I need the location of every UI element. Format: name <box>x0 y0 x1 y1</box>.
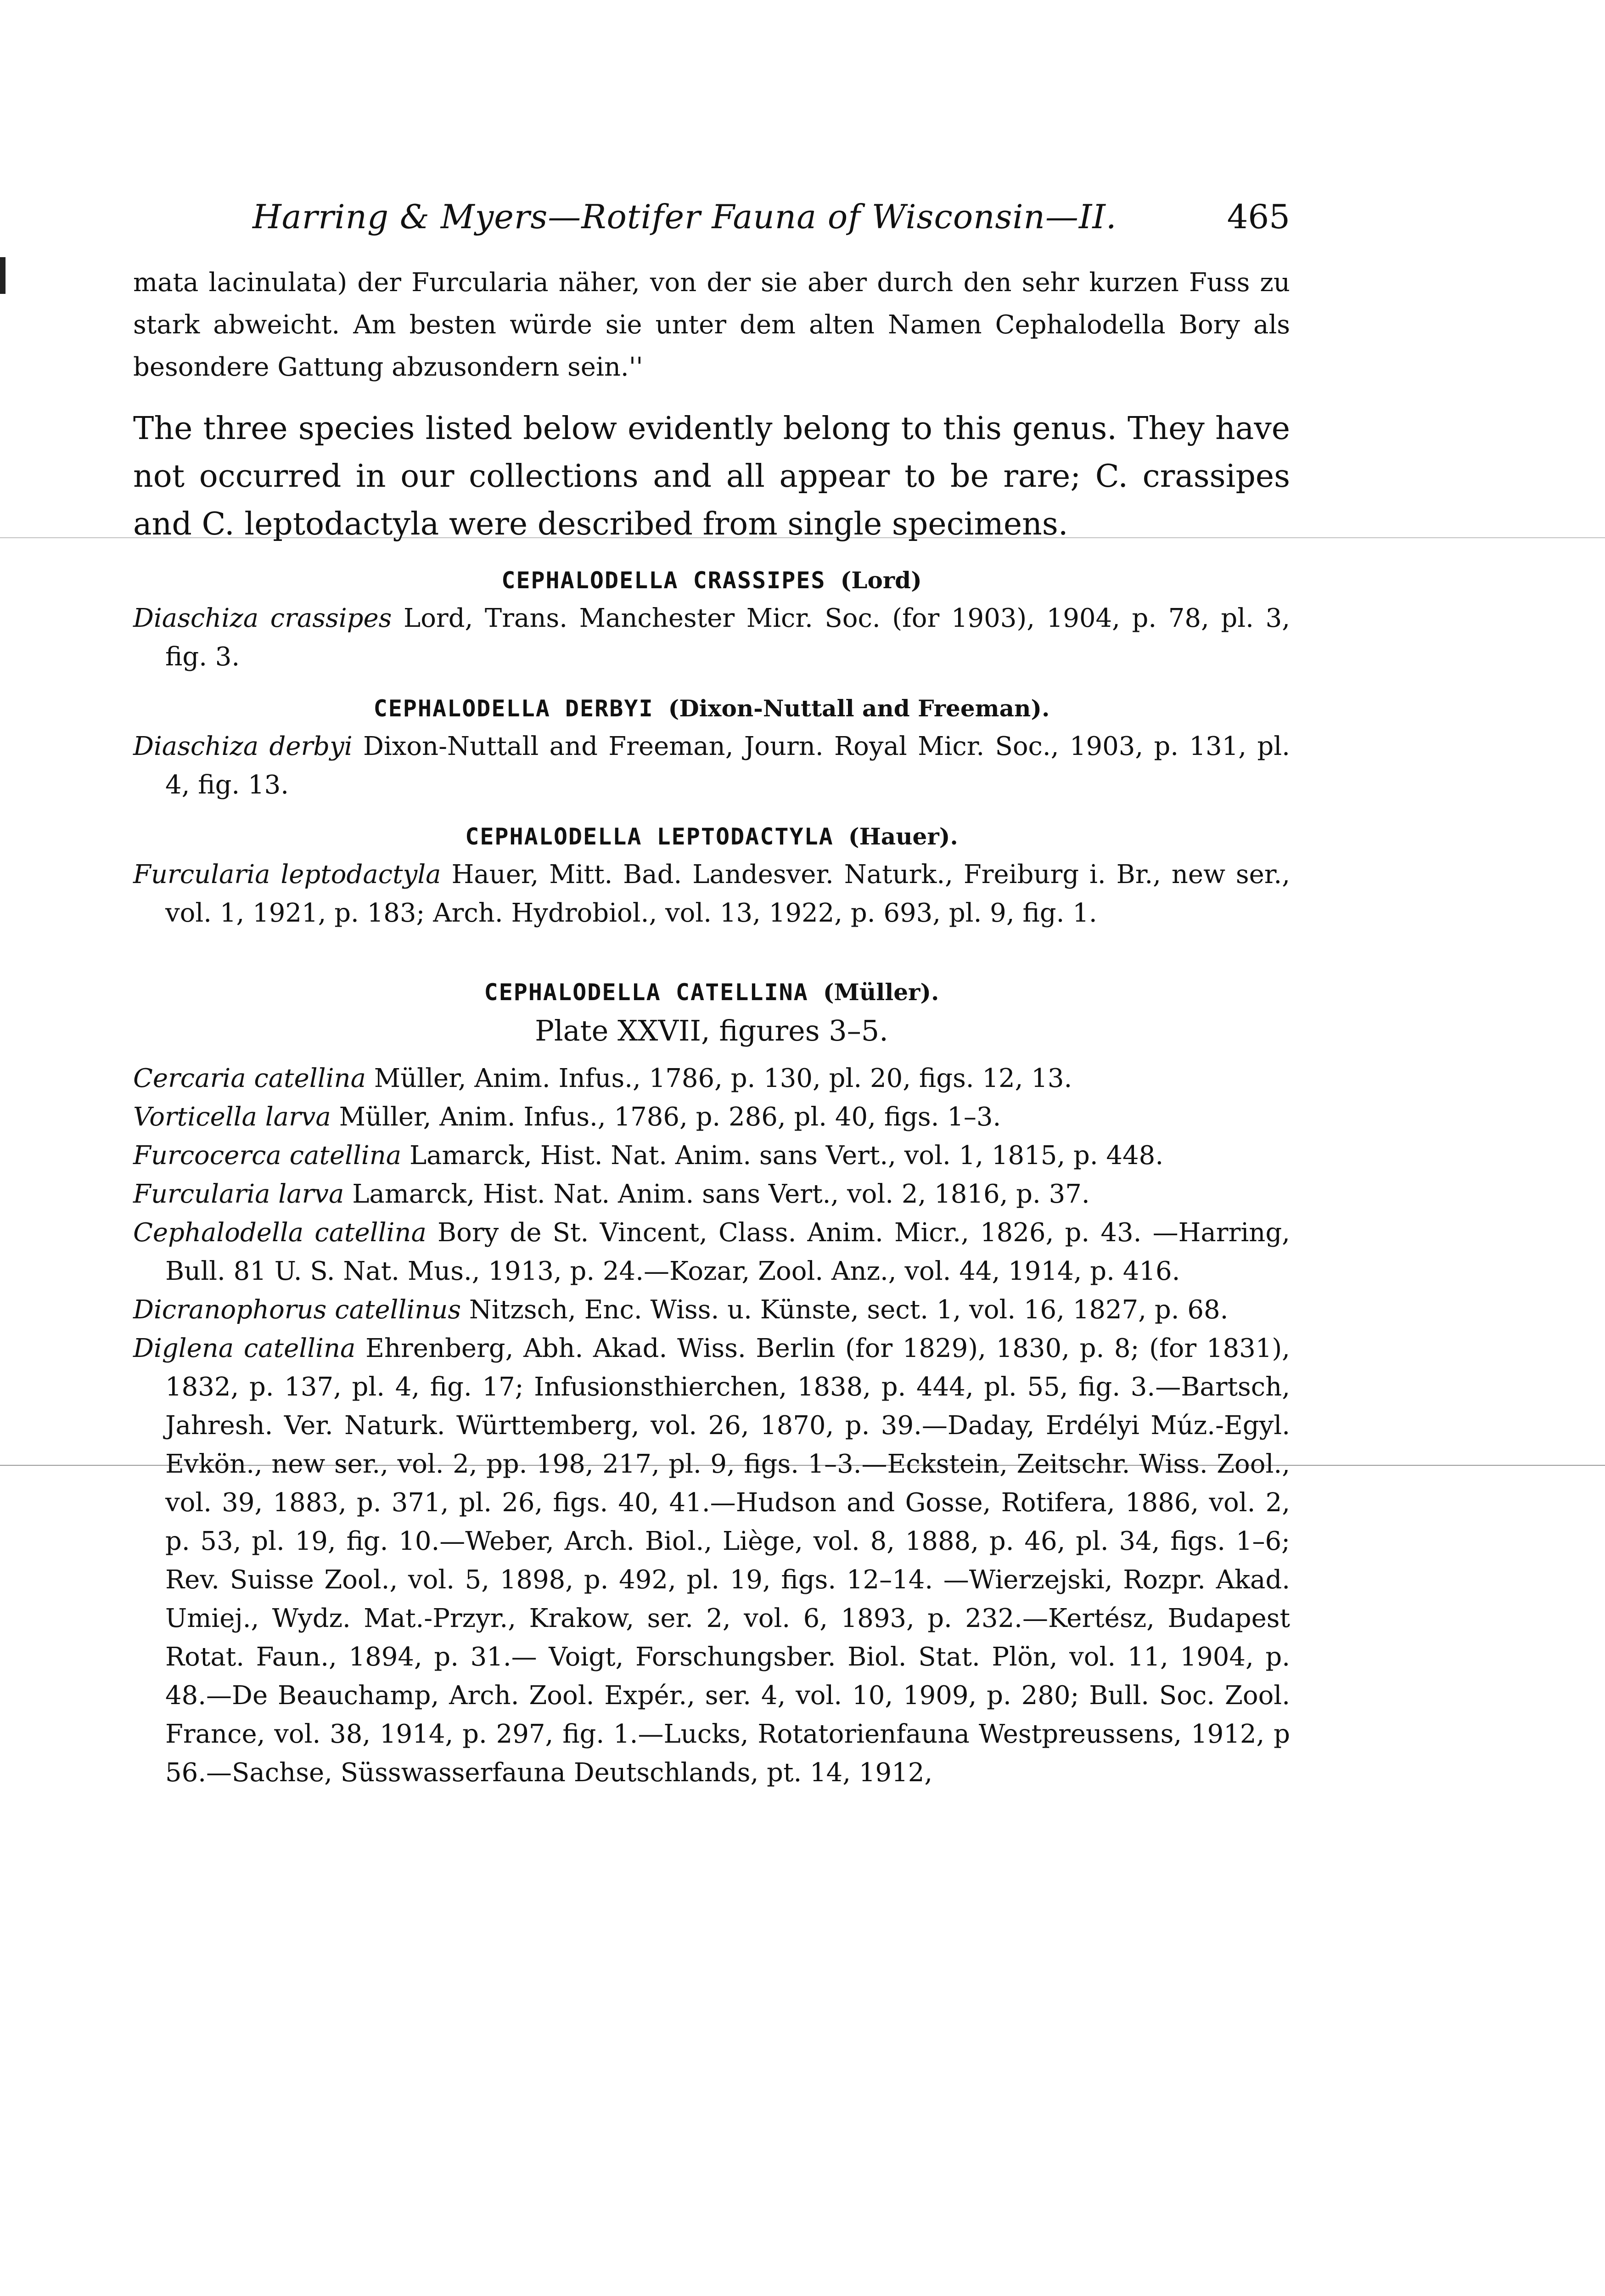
synonym-name: Dicranophorus catellinus <box>133 1295 461 1325</box>
synonym-name: Diaschiza derbyi <box>133 732 353 761</box>
plate-reference: Plate XXVII, figures 3–5. <box>535 1014 888 1047</box>
synonym-name: Vorticella larva <box>133 1102 331 1132</box>
species-name: CEPHALODELLA DERBYI <box>373 695 654 722</box>
synonym-citation: Lamarck, Hist. Nat. Anim. sans Vert., vol. 2, 1816, p. 37. <box>352 1179 1090 1209</box>
synonym-entry <box>133 1098 1290 1137</box>
synonym-citation: Lamarck, Hist. Nat. Anim. sans Vert., vol. 1, 1815, p. 448. <box>409 1141 1164 1171</box>
synonym-citation: Dixon-Nuttall and Freeman, Journ. Royal Micr. Soc., 1903, p. 131, pl. 4, fig. 13. <box>165 732 1290 800</box>
spacer <box>133 933 1290 960</box>
species-heading <box>133 979 1290 1006</box>
synonym-citation: Hauer, Mitt. Bad. Landesver. Naturk., Freiburg i. Br., new ser., vol. 1, 1921, p. 183; Arch. Hydrobiol., vol. 13, 1922, p. 693, pl. 9, fig. 1. <box>165 860 1291 928</box>
synonym-name: Cephalodella catellina <box>133 1218 427 1248</box>
synonym-entry <box>133 1137 1290 1175</box>
species-name: CEPHALODELLA CATELLINA <box>484 979 808 1006</box>
running-title: Harring & Myers—Rotifer Fauna of Wisconsin—II. <box>253 197 1117 236</box>
body-paragraph: The three species listed below evidently belong to this genus. They have not occurred in our collections and all appear to be rare; C. crassipes and C. leptodactyla were described from single specimens. <box>133 411 1290 542</box>
species-authority: (Müller). <box>823 979 939 1006</box>
synonym-entry <box>133 727 1290 805</box>
intro-quote: mata lacinulata) der Furcularia näher, von der sie aber durch den sehr kurzen Fuss zu stark abweicht. Am besten würde sie unter dem alten Namen Cephalodella Bory als besondere Gattung abzusondern sein.'' <box>133 268 1290 382</box>
synonym-entry <box>133 1059 1290 1098</box>
species-heading <box>133 695 1290 722</box>
species-heading <box>133 567 1290 594</box>
synonym-entry <box>133 1291 1290 1329</box>
running-header <box>133 197 1290 262</box>
species-authority: (Hauer). <box>848 823 958 850</box>
synonym-name: Furcularia leptodactyla <box>133 860 441 889</box>
synonym-name: Diaschiza crassipes <box>133 603 392 633</box>
species-authority: (Lord) <box>840 567 922 594</box>
synonym-citation: Nitzsch, Enc. Wiss. u. Künste, sect. 1, vol. 16, 1827, p. 68. <box>469 1295 1229 1325</box>
page <box>133 197 1290 2264</box>
synonym-citation: Bory de St. Vincent, Class. Anim. Micr., 1826, p. 43. —Harring, Bull. 81 U. S. Nat. Mus., 1913, p. 24.—Kozar, Zool. Anz., vol. 44, 1914, p. 416. <box>165 1218 1290 1286</box>
synonym-entry <box>133 1214 1290 1291</box>
species-name: CEPHALODELLA CRASSIPES <box>501 567 826 594</box>
synonym-entry <box>133 855 1290 933</box>
synonym-name: Furcularia larva <box>133 1179 344 1209</box>
species-heading <box>133 823 1290 850</box>
synonym-citation: Müller, Anim. Infus., 1786, p. 286, pl. 40, figs. 1–3. <box>339 1102 1001 1132</box>
synonym-entry <box>133 599 1290 676</box>
synonym-entry <box>133 1329 1290 1792</box>
page-number: 465 <box>1227 197 1290 236</box>
synonym-citation: Ehrenberg, Abh. Akad. Wiss. Berlin (for 1829), 1830, p. 8; (for 1831), 1832, p. 137, pl. 4, fig. 17; Infusionsthierchen, 1838, p. 444, pl. 55, fig. 3.—Bartsch, Jahresh. Ver. Naturk. Württemberg, vol. 26, 1870, p. 39.—Daday, Erdélyi Múz.-Egyl. Evkön., new ser., vol. 2, pp. 198, 217, pl. 9, figs. 1–3.—Eckstein, Zeitschr. Wiss. Zool., vol. 39, 1883, p. 371, pl. 26, figs. 40, 41.—Hudson and Gosse, Rotifera, 1886, vol. 2, p. 53, pl. 19, fig. 10.—Weber, Arch. Biol., Liège, vol. 8, 1888, p. 46, pl. 34, figs. 1–6; Rev. Suisse Zool., vol. 5, 1898, p. 492, pl. 19, figs. 12–14. —Wierzejski, Rozpr. Akad. Umiej., Wydz. Mat.-Przyr., Krakow, ser. 2, vol. 6, 1893, p. 232.—Kertész, Budapest Rotat. Faun., 1894, p. 31.— Voigt, Forschungsber. Biol. Stat. Plön, vol. 11, 1904, p. 48.—De Beauchamp, Arch. Zool. Expér., ser. 4, vol. 10, 1909, p. 280; Bull. Soc. Zool. France, vol. 38, 1914, p. 297, fig. 1.—Lucks, Rotatorienfauna Westpreussens, 1912, p 56.—Sachse, Süsswasserfauna Deutschlands, pt. 14, 1912, <box>165 1334 1290 1788</box>
species-authority: (Dixon-Nuttall and Freeman). <box>668 695 1050 722</box>
synonym-citation: Lord, Trans. Manchester Micr. Soc. (for 1903), 1904, p. 78, pl. 3, fig. 3. <box>165 603 1291 672</box>
synonym-citation: Müller, Anim. Infus., 1786, p. 130, pl. 20, figs. 12, 13. <box>374 1064 1072 1093</box>
scan-edge-mark <box>0 257 6 294</box>
synonym-name: Diglena catellina <box>133 1334 356 1363</box>
species-name: CEPHALODELLA LEPTODACTYLA <box>465 823 834 850</box>
synonym-entry <box>133 1175 1290 1214</box>
synonym-name: Cercaria catellina <box>133 1064 366 1093</box>
synonym-name: Furcocerca catellina <box>133 1141 402 1171</box>
